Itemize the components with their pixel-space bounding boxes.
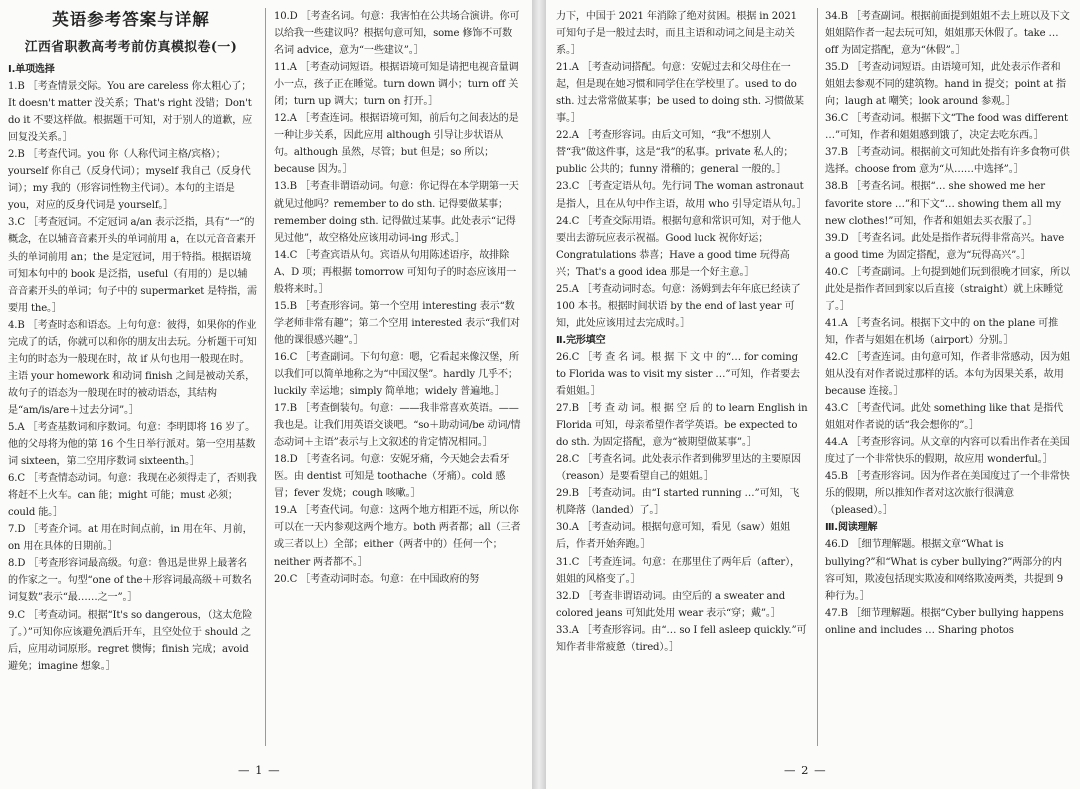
answer-explanation: 39.D ［考查名词。此处是指作者玩得非常高兴。have a good time 为固定搭配，意为“玩得高兴”。］	[825, 232, 1065, 261]
answer-explanation: 19.A ［考查代词。句意：这两个地方相距不远，所以你可以在一天内参观这两个地方。both 两者都；all（三者或三者以上）全部；either（两者中的）任何一个；neither 两者都不。］	[274, 505, 521, 568]
answer-explanation: 3.C ［考查冠词。不定冠词 a/an 表示泛指，具有“一”的概念，在以辅音音素开头的单词前用 a，在以元音音素开头的单词前用 an；the 是定冠词，用于特指。根据语境可知本句中的 book 是泛指，useful（有用的）是以辅音音素开头的单词；句子中的 supermarket 是特指，需要用 the。］	[8, 217, 257, 314]
answer-explanation: 26.C ［考 查 名 词。根 据 下 文 中 的“… for coming to Florida was to visit my sister …”可知，作者要去看姐姐。］	[556, 351, 800, 398]
answer-explanation: 44.A ［考查形容词。从文章的内容可以看出作者在美国度过了一个非常快乐的假期，故应用 wonderful。］	[825, 437, 1070, 466]
answer-explanation: 47.B ［细节理解题。根据“Cyber bullying happens online and includes … Sharing photos	[825, 607, 1064, 636]
answer-explanation: 8.D ［考查形容词最高级。句意：鲁迅是世界上最著名的作家之一。句型“one of the＋形容词最高级＋可数名词复数”表示“最……之一”。］	[8, 558, 252, 604]
answer-explanation: 7.D ［考查介词。at 用在时间点前，in 用在年、月前，on 用在具体的日期前。］	[8, 524, 253, 553]
answer-explanation: 43.C ［考查代词。此处 something like that 是指代姐姐对作者说的话“我会想你的”。］	[825, 403, 1064, 432]
book-spine	[532, 0, 546, 789]
page1-column-left	[8, 61, 257, 675]
answer-explanation: 1.B ［考查情景交际。You are careless 你太粗心了；It doesn't matter 没关系；That's right 没错；Don't do it 不要这样做。根据题干可知，对于别人的道歉，应回复没关系。］	[8, 81, 253, 144]
answer-explanation: 21.A ［考查动词搭配。句意：安妮过去和父母住在一起，但是现在她习惯和同学住在学校里了。used to do sth. 过去常常做某事；be used to doing sth. 习惯做某事。］	[556, 62, 804, 125]
document-title: 英语参考答案与详解	[52, 10, 210, 29]
answer-explanation: 37.B ［考查动词。根据前文可知此处指有许多食物可供选择。choose from 意为“从……中选择”。］	[825, 147, 1070, 176]
answer-explanation: 4.B ［考查时态和语态。上句句意：彼得，如果你的作业完成了的话，你就可以和你的朋友出去玩。分析题干可知主句的时态为一般现在时，故 if 从句也用一般现在时。主语 your homework 和动词 finish 之间是被动关系，故句子的语态为一般现在时的被动语态，其结构是“am/is/are＋过去分词”。］	[8, 319, 257, 416]
answer-explanation: 46.D ［细节理解题。根据文章“What is bullying?”和“What is cyber bullying?”两部分的内容可知，欺凌包括现实欺凌和网络欺凌两类，共提到 9 种行为。］	[825, 539, 1064, 602]
column-divider	[817, 8, 818, 746]
section-heading: Ⅰ.单项选择	[8, 64, 55, 75]
answer-explanation: 11.A ［考查动词短语。根据语境可知是请把电视音量调小一点，孩子正在睡觉。turn down 调小；turn off 关闭；turn up 调大；turn on 打开。］	[274, 62, 519, 108]
answer-explanation: 6.C ［考查情态动词。句意：我现在必须得走了，否则我将赶不上火车。can 能；might 可能；must 必须；could 能。］	[8, 473, 257, 519]
answer-explanation: 13.B ［考查非谓语动词。句意：你记得在本学期第一天就见过他吗？remember to do sth. 记得要做某事；remember doing sth. 记得做过某事。此处表示“记得见过他”，故空格处应该用动词-ing 形式。］	[274, 181, 519, 244]
answer-explanation: 41.A ［考查名词。根据下文中的 on the plane 可推知，作者与姐姐在机场（airport）分别。］	[825, 317, 1059, 346]
answer-explanation: 36.C ［考查动词。根据下文“The food was different …”可知，作者和姐姐感到饿了，决定去吃东西。］	[825, 113, 1068, 142]
answer-explanation: 12.A ［考查连词。根据语境可知，前后句之间表达的是一种让步关系，因此应用 although 引导让步状语从句。although 虽然，尽管；but 但是；so 所以；because 因为。］	[274, 113, 519, 176]
answer-explanation: 15.B ［考查形容词。第一个空用 interesting 表示“数学老师非常有趣”；第二个空用 interested 表示“我们对他的课很感兴趣”。］	[274, 300, 520, 346]
page2-column-right	[825, 8, 1070, 639]
answer-explanation: 9.C ［考查动词。根据“It's so dangerous，（这太危险了。）”可知你应该避免酒后开车，且空处位于 should 之后，应用动词原形。regret 懊悔；finish 完成；avoid 避免；imagine 想象。］	[8, 609, 253, 672]
answer-explanation: 24.C ［考查交际用语。根据句意和常识可知，对于他人要出去游玩应表示祝福。Good luck 祝你好运；Congratulations 恭喜；Have a good time 玩得高兴；That's a good idea 那是一个好主意。］	[556, 215, 801, 278]
page1-column-right	[274, 8, 522, 588]
answer-page-1	[0, 0, 532, 789]
page-number: — 2 —	[784, 763, 827, 777]
answer-explanation: 5.A ［考查基数词和序数词。句意：李明即将 16 岁了。他的父母将为他的第 16 个生日举行派对。第一空用基数词 sixteen，第二空用序数词 sixteenth。］	[8, 421, 256, 468]
answer-explanation: 18.D ［考查名词。句意：安妮牙痛，今天她会去看牙医。由 dentist 可知是 toothache（牙痛）。cold 感冒；fever 发烧；cough 咳嗽。］	[274, 454, 510, 500]
page2-column-left	[556, 8, 808, 656]
answer-explanation: 29.B ［考查动词。由“I started running …”可知，飞机降落（landed）了。］	[556, 488, 800, 517]
document-subtitle: 江西省职教高考考前仿真模拟卷(一)	[24, 40, 238, 55]
section-heading: Ⅱ.完形填空	[556, 334, 606, 346]
answer-explanation: 2.B ［考查代词。you 你（人称代词主格/宾格）；yourself 你自己（反身代词）；myself 我自己（反身代词）；my 我的（形容词性物主代词）。本句的主语是 you，对应的反身代词是 yourself。］	[8, 149, 251, 212]
page-number: — 1 —	[238, 763, 281, 777]
answer-explanation: 40.C ［考查副词。上句提到她们玩到很晚才回家，所以此处是指作者回到家以后直接（straight）就上床睡觉了。］	[825, 266, 1070, 312]
section-heading: Ⅲ.阅读理解	[825, 522, 878, 534]
answer-explanation: 45.B ［考查形容词。因为作者在美国度过了一个非常快乐的假期，所以推知作者对这次旅行很满意（pleased）。］	[825, 471, 1070, 517]
answer-explanation: 16.C ［考查副词。下句句意：嗯，它看起来像汉堡，所以我们可以简单地称之为“中国汉堡”。hardly 几乎不；luckily 幸运地；simply 简单地；widely 普遍地。］	[274, 351, 519, 398]
column-divider	[265, 8, 266, 746]
answer-explanation: 力下，中国于 2021 年消除了绝对贫困。根据 in 2021 可知句子是一般过去时，而且主语和动词之间是主动关系。］	[556, 11, 797, 57]
answer-explanation: 22.A ［考查形容词。由后文可知，“我”不想别人替“我”做这件事，这是“我”的私事。private 私人的；public 公共的；funny 滑稽的；general 一般的。］	[556, 130, 794, 176]
answer-explanation: 32.D ［考查非谓语动词。由空后的 a sweater and colored jeans 可知此处用 wear 表示“穿；戴”。］	[556, 590, 786, 619]
answer-explanation: 25.A ［考查动词时态。句意：汤姆到去年年底已经读了 100 本书。根据时间状语 by the end of last year 可知，此处应该用过去完成时。］	[556, 283, 801, 329]
answer-explanation: 20.C ［考查动词时态。句意：在中国政府的努	[274, 573, 480, 585]
answer-explanation: 17.B ［考查倒装句。句意：——我非常喜欢英语。——我也是。让我们用英语交谈吧。“so＋助动词/be 动词/情态动词＋主语”表示与上文叙述的肯定情况相同。］	[274, 403, 521, 449]
answer-explanation: 33.A ［考查形容词。由“… so I fell asleep quickly.”可知作者非常疲惫（tired）。］	[556, 624, 807, 653]
answer-explanation: 38.B ［考查名词。根据“… she showed me her favorite store …”和下文“… showing them all my new clothes!”可知，作者和姐姐去买衣服了。］	[825, 181, 1061, 227]
answer-explanation: 30.A ［考查动词。根据句意可知，看见（saw）姐姐后，作者开始奔跑。］	[556, 522, 791, 551]
answer-explanation: 34.B ［考查副词。根据前面提到姐姐不去上班以及下文姐姐陪作者一起去玩可知，姐姐那天休假了。take … off 为固定搭配，意为“休假”。］	[825, 11, 1070, 57]
answer-explanation: 42.C ［考查连词。由句意可知，作者非常感动，因为姐姐从没有对作者说过那样的话。本句为因果关系，故用 because 连接。］	[825, 351, 1070, 398]
answer-explanation: 23.C ［考查定语从句。先行词 The woman astronaut 是指人，且在从句中作主语，故用 who 引导定语从句。］	[556, 181, 807, 210]
answer-explanation: 35.D ［考查动词短语。由语境可知，此处表示作者和姐姐去参观不同的建筑物。hand in 提交；point at 指向；laugh at 嘲笑；look around 参观。］	[825, 62, 1066, 108]
answer-explanation: 28.C ［考查名词。此处表示作者到佛罗里达的主要原因（reason）是要看望自己的姐姐。］	[556, 454, 801, 483]
answer-explanation: 10.D ［考查名词。句意：我害怕在公共场合演讲。你可以给我一些建议吗？根据句意可知，some 修饰不可数名词 advice，意为“一些建议”。］	[274, 11, 520, 57]
answer-explanation: 14.C ［考查宾语从句。宾语从句用陈述语序，故排除 A、D 项；再根据 tomorrow 可知句子的时态应该用一般将来时。］	[274, 249, 517, 295]
answer-explanation: 31.C ［考查连词。句意：在那里住了两年后（after），姐姐的风格变了。］	[556, 556, 800, 585]
answer-explanation: 27.B ［考 查 动 词。根 据 空 后 的 to learn English in Florida 可知，母亲希望作者学英语。be expected to do sth. 为固定搭配，意为“被期望做某事”。］	[556, 403, 808, 449]
answer-page-2	[546, 0, 1080, 789]
